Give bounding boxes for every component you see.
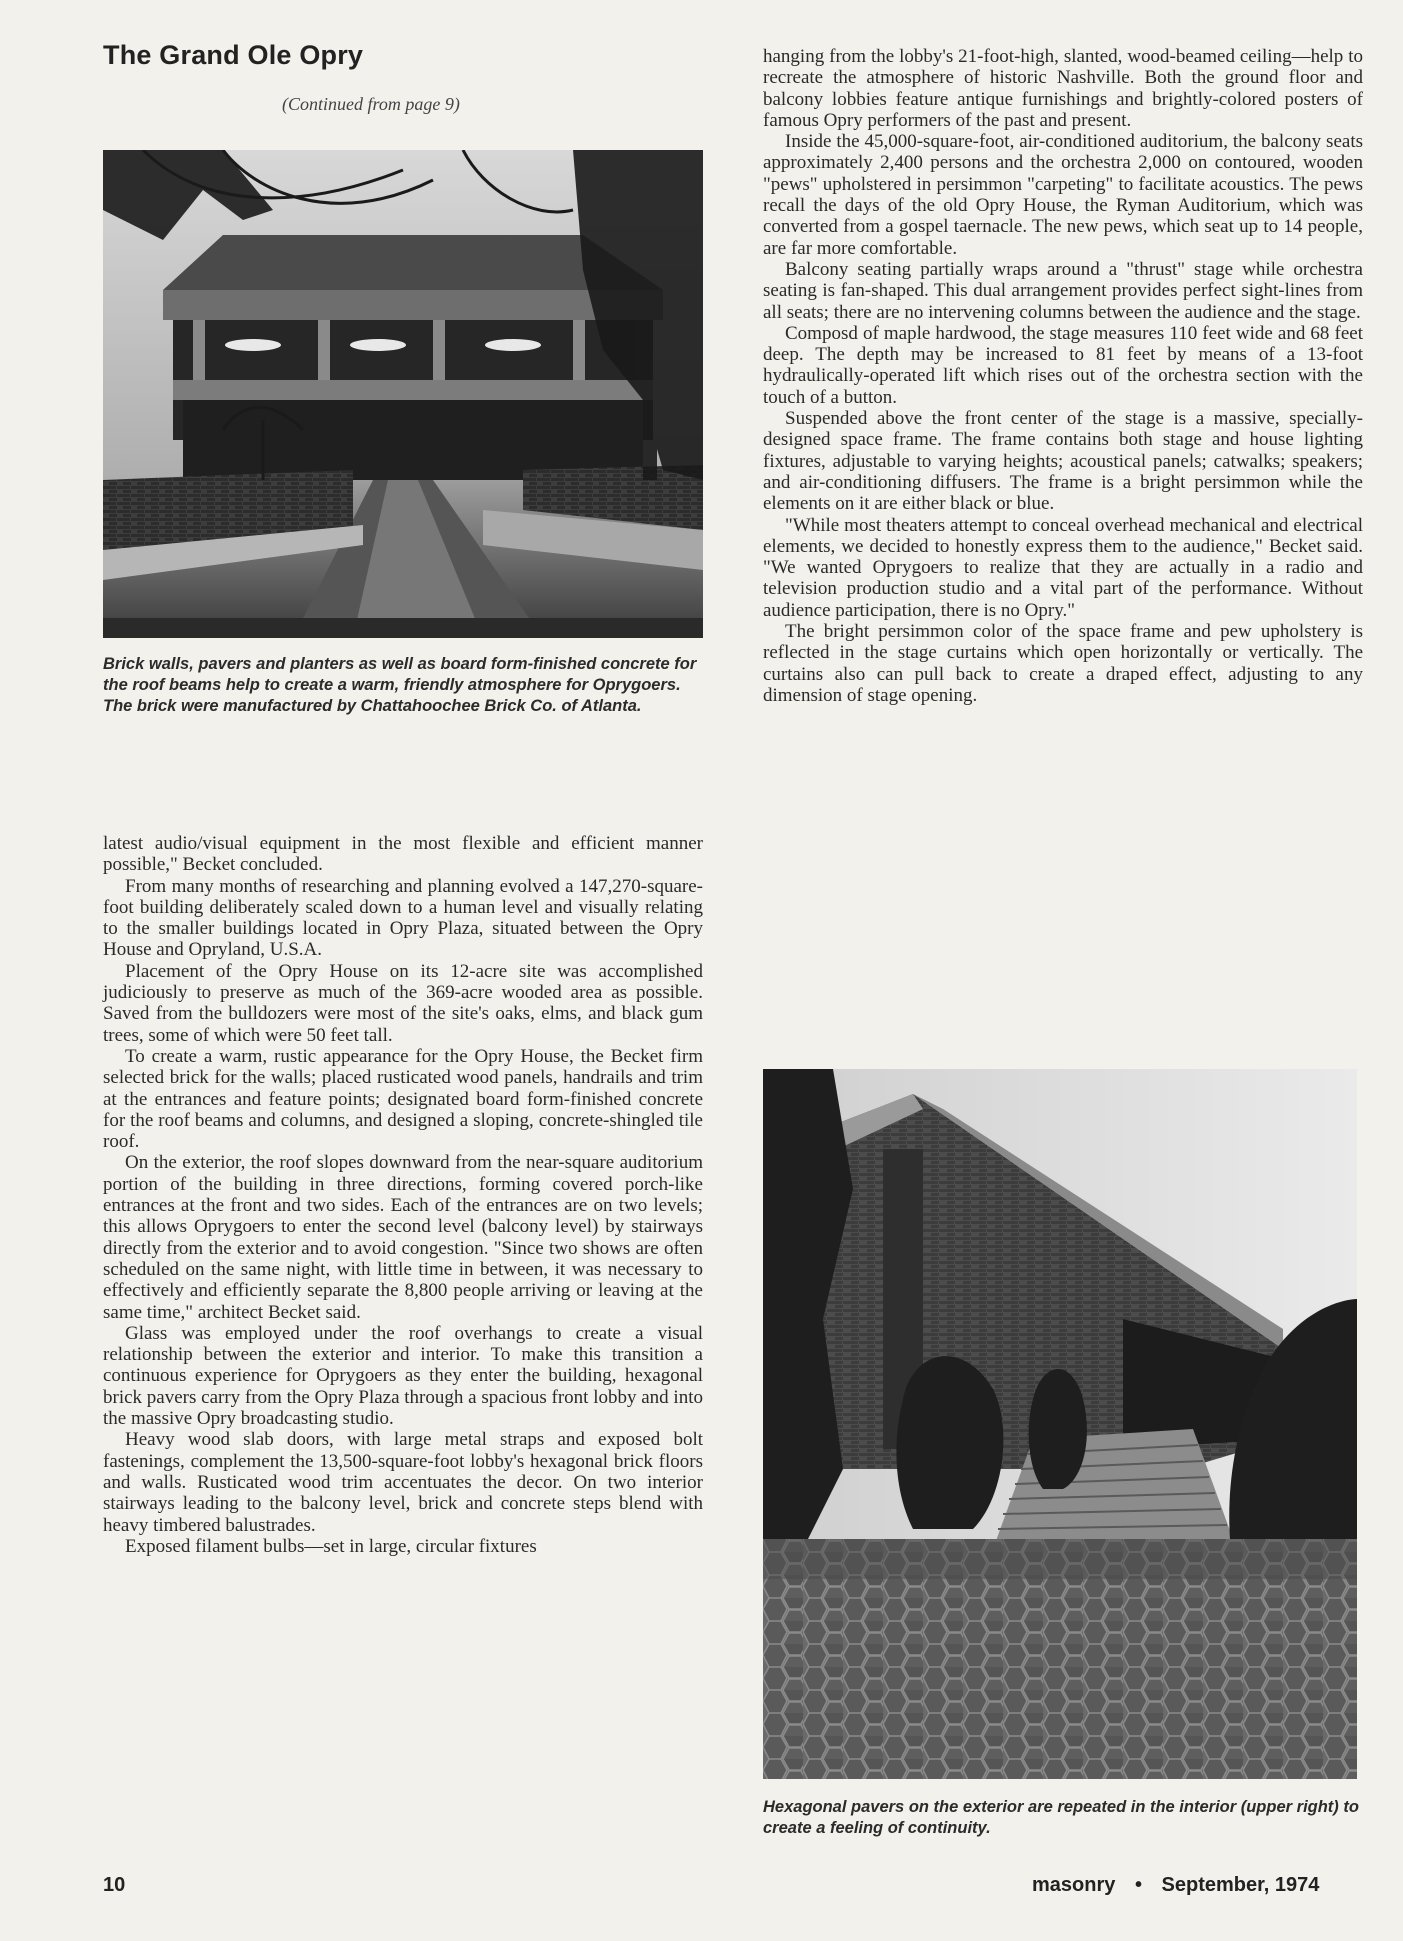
left-paragraph-7: Heavy wood slab doors, with large metal straps and exposed bolt fastenings, complement the 13,500-square-foot lobby's hexagonal brick floors and walls. Rusticated wood trim accentuates the decor. On two interior stairways leading to the balcony level, brick and concrete steps blend with heavy timbered balustrades. bbox=[103, 1429, 703, 1536]
footer-credit bbox=[1032, 1874, 1319, 1897]
publication-name: masonry bbox=[1032, 1874, 1116, 1896]
right-paragraph-4: Composd of maple hardwood, the stage measures 110 feet wide and 68 feet deep. The depth may be increased to 81 feet by means of a 13-foot hydraulically-operated lift which rises out of the orchestra section with the touch of a button. bbox=[763, 322, 1363, 408]
photo-entrance-caption: Brick walls, pavers and planters as well as board form-finished concrete for the roof beams help to create a warm, friendly atmosphere for Oprygoers. The brick were manufactured by Chattahoochee Brick Co. of Atlanta. bbox=[103, 655, 697, 715]
photo-exterior-image bbox=[763, 1069, 1357, 1779]
right-paragraph-6: "While most theaters attempt to conceal overhead mechanical and electrical elements, we decided to honestly express them to the audience," Becket said. "We wanted Oprygoers to realize that they are actually in a radio and television production studio and a vital part of the performance. Without audience participation, there is no Opry." bbox=[763, 514, 1363, 621]
page-number: 10 bbox=[103, 1874, 126, 1896]
right-paragraph-2: Inside the 45,000-square-foot, air-conditioned auditorium, the balcony seats approximately 2,400 persons and the orchestra 2,000 on contoured, wooden "pews" upholstered in persimmon "carpeting" to facilitate acoustics. The pews recall the days of the old Opry House, the Ryman Auditorium, which was converted from a gospel taernacle. The new pews, which seat up to 14 people, are far more comfortable. bbox=[763, 131, 1363, 259]
right-paragraph-1: hanging from the lobby's 21-foot-high, slanted, wood-beamed ceiling—help to recreate the atmosphere of historic Nashville. Both the ground floor and balcony lobbies feature antique furnishings and brightly-colored posters of famous Opry performers of the past and present. bbox=[763, 46, 1363, 131]
left-paragraph-8: Exposed filament bulbs—set in large, circular fixtures bbox=[125, 1535, 537, 1557]
photo-entrance bbox=[103, 150, 703, 638]
continued-note: (Continued from page 9) bbox=[282, 94, 460, 114]
issue-date: September, 1974 bbox=[1161, 1874, 1320, 1896]
photo-entrance-image bbox=[103, 150, 703, 638]
article-title: The Grand Ole Opry bbox=[103, 40, 364, 70]
left-paragraph-6: Glass was employed under the roof overhangs to create a visual relationship between the exterior and interior. To make this transition a continuous experience for Oprygoers as they enter the building, hexagonal brick pavers carry from the Opry Plaza through a spacious front lobby and into the massive Opry broadcasting studio. bbox=[103, 1322, 703, 1430]
right-paragraph-7: The bright persimmon color of the space frame and pew upholstery is reflected in the stage curtains which open horizontally or vertically. The curtains also can pull back to create a draped effect, adjusting to any dimension of stage opening. bbox=[763, 621, 1363, 706]
left-paragraph-5: On the exterior, the roof slopes downward from the near-square auditorium portion of the building in three directions, forming covered porch-like entrances at the front and two sides. Each of the entrances are on two levels; this allows Oprygoers to enter the second level (balcony level) by stairways directly from the exterior and to avoid congestion. "Since two shows are often scheduled on the same night, with little time in between, it was necessary to effectively and efficiently separate the 8,800 people arriving or leaving at the same time," architect Becket said. bbox=[103, 1152, 703, 1323]
left-paragraph-1: latest audio/visual equipment in the most flexible and efficient manner possible," Becket concluded. bbox=[103, 833, 703, 876]
left-paragraph-2: From many months of researching and planning evolved a 147,270-square-foot building deliberately scaled down to a human level and visually relating to the smaller buildings located in Opry Plaza, situated between the Opry House and Opryland, U.S.A. bbox=[103, 875, 703, 961]
left-column bbox=[103, 833, 703, 1557]
bullet-separator: • bbox=[1134, 1874, 1142, 1896]
right-paragraph-3: Balcony seating partially wraps around a "thrust" stage while orchestra seating is fan-shaped. This dual arrangement provides perfect sight-lines from all seats; there are no intervening columns between the audience and the stage. bbox=[763, 258, 1363, 323]
photo-exterior bbox=[763, 1069, 1357, 1779]
left-paragraph-3: Placement of the Opry House on its 12-acre site was accomplished judiciously to preserve as much of the 369-acre wooded area as possible. Saved from the bulldozers were most of the site's oaks, elms, and black gum trees, some of which were 50 feet tall. bbox=[103, 960, 703, 1046]
right-paragraph-5: Suspended above the front center of the stage is a massive, specially-designed space frame. The frame contains both stage and house lighting fixtures, adjustable to varying heights; acoustical panels; catwalks; speakers; and air-conditioning diffusers. The frame is a bright persimmon while the elements on it are either black or blue. bbox=[763, 408, 1363, 515]
photo-exterior-caption: Hexagonal pavers on the exterior are repeated in the interior (upper right) to create a feeling of continuity. bbox=[763, 1798, 1359, 1837]
left-paragraph-4: To create a warm, rustic appearance for the Opry House, the Becket firm selected brick for the walls; placed rusticated wood panels, handrails and trim at the entrances and feature points; designated board form-finished concrete for the roof beams and columns, and designed a sloping, concrete-shingled tile roof. bbox=[103, 1045, 703, 1153]
right-column bbox=[763, 46, 1363, 706]
